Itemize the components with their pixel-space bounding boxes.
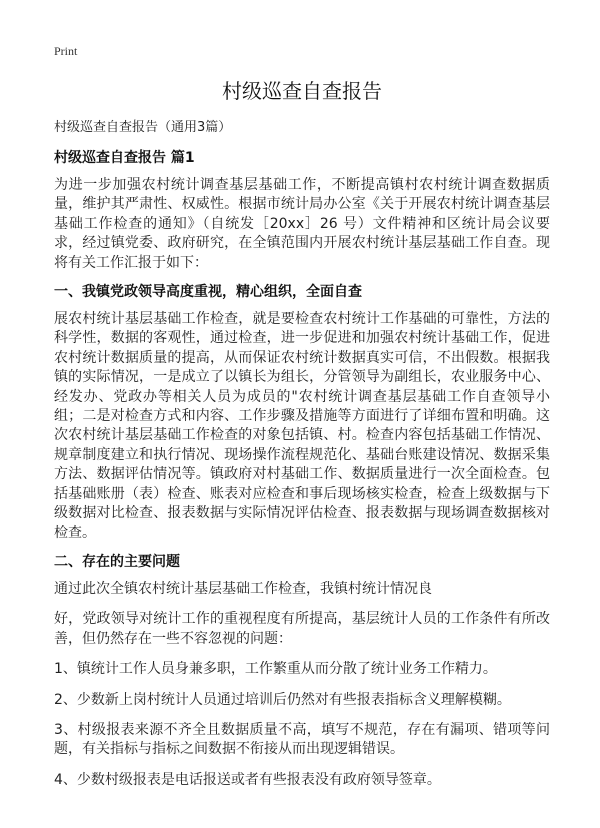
- list-item: 1、镇统计工作人员身兼多职，工作繁重从而分散了统计业务工作精力。: [54, 661, 497, 678]
- list-item: 2、少数新上岗村统计人员通过培训后仍然对有些报表指标含义理解模糊。: [54, 691, 511, 708]
- document-subtitle: 村级巡查自查报告（通用3篇）: [54, 120, 232, 135]
- document-body: [54, 76, 550, 801]
- paragraph-2a: 通过此次全镇农村统计基层基础工作检查，我镇村统计情况良: [54, 580, 432, 597]
- print-link[interactable]: Print: [54, 44, 78, 58]
- heading-1: 一、我镇党政领导高度重视，精心组织，全面自查: [54, 284, 362, 301]
- list-item: 3、村级报表来源不齐全且数据质量不高，填写不规范，存在有漏项、错项等问题，有关指标与指标之间数据不衔接从而出现逻辑错误。: [54, 721, 550, 758]
- intro-paragraph: 为进一步加强农村统计调查基层基础工作，不断提高镇村农村统计调查数据质量，维护其严肃性、权威性。根据市统计局办公室《关于开展农村统计调查基层基础工作检查的通知》（自统发［20xx］26 号）文件精神和区统计局会议要求，经过镇党委、政府研究，在全镇范围内开展农村统计基层基础工作自查。现将有关工作汇报于如下：: [54, 177, 550, 271]
- section-heading: 村级巡查自查报告 篇1: [54, 150, 195, 166]
- paragraph-2b: 好，党政领导对统计工作的重视程度有所提高，基层统计人员的工作条件有所改善，但仍然存在一些不容忽视的问题：: [54, 611, 550, 647]
- list-item: 4、少数村级报表是电话报送或者有些报表没有政府领导签章。: [54, 771, 441, 788]
- paragraph-1: 展农村统计基层基础工作检查，就是要检查农村统计工作基础的可靠性，方法的科学性，数据的客观性，通过检查，进一步促进和加强农村统计基础工作，促进农村统计数据质量的提高，从而保证农村统计数据真实可信，不出假数。根据我镇的实际情况，一是成立了以镇长为组长，分管领导为副组长，农业服务中心、经发办、党政办等相关人员为成员的"农村统计调查基层基础工作自查领导小组；二是对检查方式和内容、工作步骤及措施等方面进行了详细布置和明确。这次农村统计基层基础工作检查的对象包括镇、村。检查内容包括基础工作情况、规章制度建立和执行情况、现场操作流程规范化、基础台账建设情况、数据采集方法、数据评估情况等。镇政府对村基础工作、数据质量进行一次全面检查。包括基础账册（表）检查、账表对应检查和事后现场核实检查，检查上级数据与下级数据对比检查、报表数据与实际情况评估检查、报表数据与现场调查数据核对检查。: [54, 311, 550, 541]
- heading-2: 二、存在的主要问题: [54, 553, 180, 570]
- page-title: 村级巡查自查报告: [222, 79, 382, 103]
